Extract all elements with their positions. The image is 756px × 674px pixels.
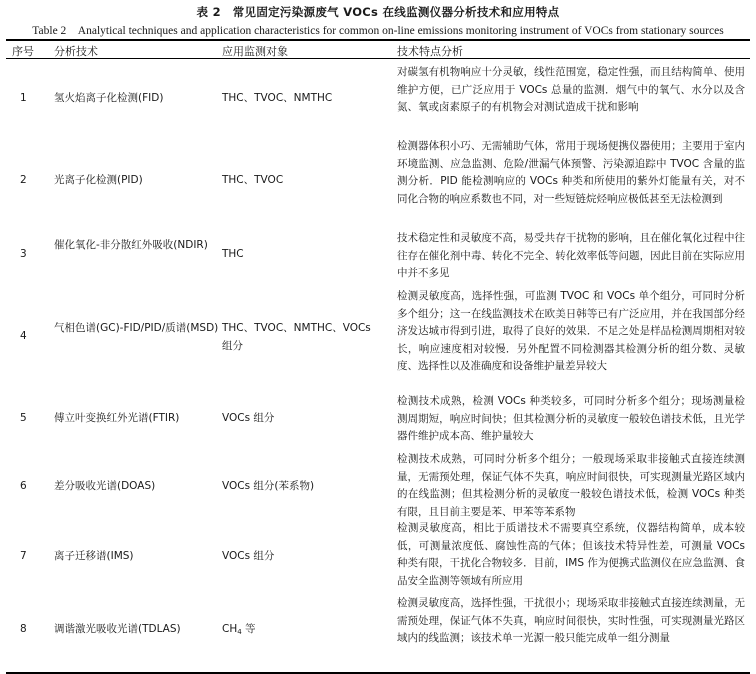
row-6-technique: 差分吸收光谱(DOAS) — [54, 480, 156, 492]
row-6-target: VOCs 组分(苯系物) — [222, 480, 315, 492]
row-1-technique: 氢火焰离子化检测(FID) — [54, 92, 164, 104]
row-5-technique: 傅立叶变换红外光谱(FTIR) — [54, 412, 180, 424]
row-5-target: VOCs 组分 — [222, 412, 275, 424]
row-8-target-main: CH — [222, 623, 238, 635]
row-7-features: 检测灵敏度高，相比于质谱技术不需要真空系统，仪器结构简单，成本较低，可测量浓度低、腐蚀性高的气体；但该技术特异性差，可测量 VOCs 种类有限，干扰化合物较多．目前，IMS 作为便携式监测仪在应急监测、食品安全监测等领域有所应用 — [397, 522, 745, 587]
row-8-features: 检测灵敏度高，选择性强，干扰很小；现场采取非接触式直接连续测量，无需预处理，保证气体不失真，响应时间很快，实时性强，可实现测量光路区域内的线监测；该技术单一光源一般只能完成单一组分测量 — [397, 597, 745, 644]
row-3-target: THC — [222, 248, 244, 260]
row-8-target — [222, 621, 382, 642]
header-rule — [6, 58, 750, 59]
row-1-target: THC、TVOC、NMTHC — [222, 92, 333, 104]
row-4-num: 4 — [20, 330, 27, 342]
row-6-features: 检测技术成熟，可同时分析多个组分；一般现场采取非接触式直接连续测量，无需预处理，保证气体不失真，响应时间很快，可实现测量光路区域内的在线监测；但其检测分析的灵敏度一般较色谱技术低，检测 VOCs 种类有限，且目前主要是苯、甲苯等苯系物 — [397, 453, 745, 518]
row-5-features: 检测技术成熟，检测 VOCs 种类较多，可同时分析多个组分；现场测量检测周期短，响应时间快；但其检测分析的灵敏度一般较色谱技术低，且光学器件维护成本高、维护量较大 — [397, 395, 745, 442]
row-7-num: 7 — [20, 550, 27, 562]
row-3-technique: 催化氧化-非分散红外吸收(NDIR) — [54, 239, 208, 251]
table-title-en: Table 2 Analytical techniques and application characteristics for common on-line emissions monitoring instrument of VOCs from stationary sources — [32, 25, 724, 37]
header-num: 序号 — [12, 45, 34, 58]
header-technique: 分析技术 — [54, 45, 98, 58]
row-8-technique: 调谐激光吸收光谱(TDLAS) — [54, 623, 181, 635]
row-8-num: 8 — [20, 623, 27, 635]
row-4-technique: 气相色谱(GC)-FID/PID/质谱(MSD) — [54, 322, 219, 334]
top-rule — [6, 39, 750, 41]
row-1-num: 1 — [20, 92, 27, 104]
row-3-num: 3 — [20, 248, 27, 260]
table-title-cn: 表 2 常见固定污染源废气 VOCs 在线监测仪器分析技术和应用特点 — [196, 5, 560, 19]
row-3-features: 技术稳定性和灵敏度不高，易受共存干扰物的影响，且在催化氧化过程中往往存在催化剂中毒、转化不完全、转化效率低等问题，因此目前在实际应用中并不多见 — [397, 232, 745, 279]
row-4-target: THC、TVOC、NMTHC、VOCs 组分 — [222, 322, 371, 352]
bottom-rule — [6, 672, 750, 674]
row-7-target: VOCs 组分 — [222, 550, 275, 562]
row-2-num: 2 — [20, 174, 27, 186]
row-2-technique: 光离子化检测(PID) — [54, 174, 143, 186]
row-6-num: 6 — [20, 480, 27, 492]
row-2-features: 检测器体积小巧、无需辅助气体，常用于现场便携仪器使用；主要用于室内环境监测、应急监测、危险/泄漏气体预警、污染源追踪中 TVOC 含量的监测分析．PID 能检测响应的 VOCs 种类和所使用的紫外灯能量有关，对不同化合物的响应系数也不同，对一些短链烷烃响应极低甚至无法检测到 — [397, 140, 745, 205]
row-8-target-tail: 等 — [241, 623, 256, 635]
row-2-target: THC、TVOC — [222, 174, 284, 186]
header-target: 应用监测对象 — [222, 45, 288, 58]
row-1-features: 对碳氢有机物响应十分灵敏，线性范围宽，稳定性强，而且结构简单、使用维护方便，已广泛应用于 VOCs 总量的监测．烟气中的氧气、水分以及含氮、氧或卤素原子的有机物会对测试造成干扰和影响 — [397, 66, 745, 113]
row-4-features: 检测灵敏度高，选择性强，可监测 TVOC 和 VOCs 单个组分，可同时分析多个组分；这一在线监测技术在欧美日韩等已有广泛应用，并在我国部分经济发达城市得到引进，取得了良好的效果．不足之处是样品检测周期相对较长，响应速度相对较慢．另外配置不同检测器其检测分析的组分数、灵敏度、选择性以及准确度和设备维护量差异较大 — [397, 290, 745, 372]
row-5-num: 5 — [20, 412, 27, 424]
row-8-target-subscript: 4 — [237, 628, 242, 636]
header-features: 技术特点分析 — [397, 45, 463, 58]
row-7-technique: 离子迁移谱(IMS) — [54, 550, 134, 562]
